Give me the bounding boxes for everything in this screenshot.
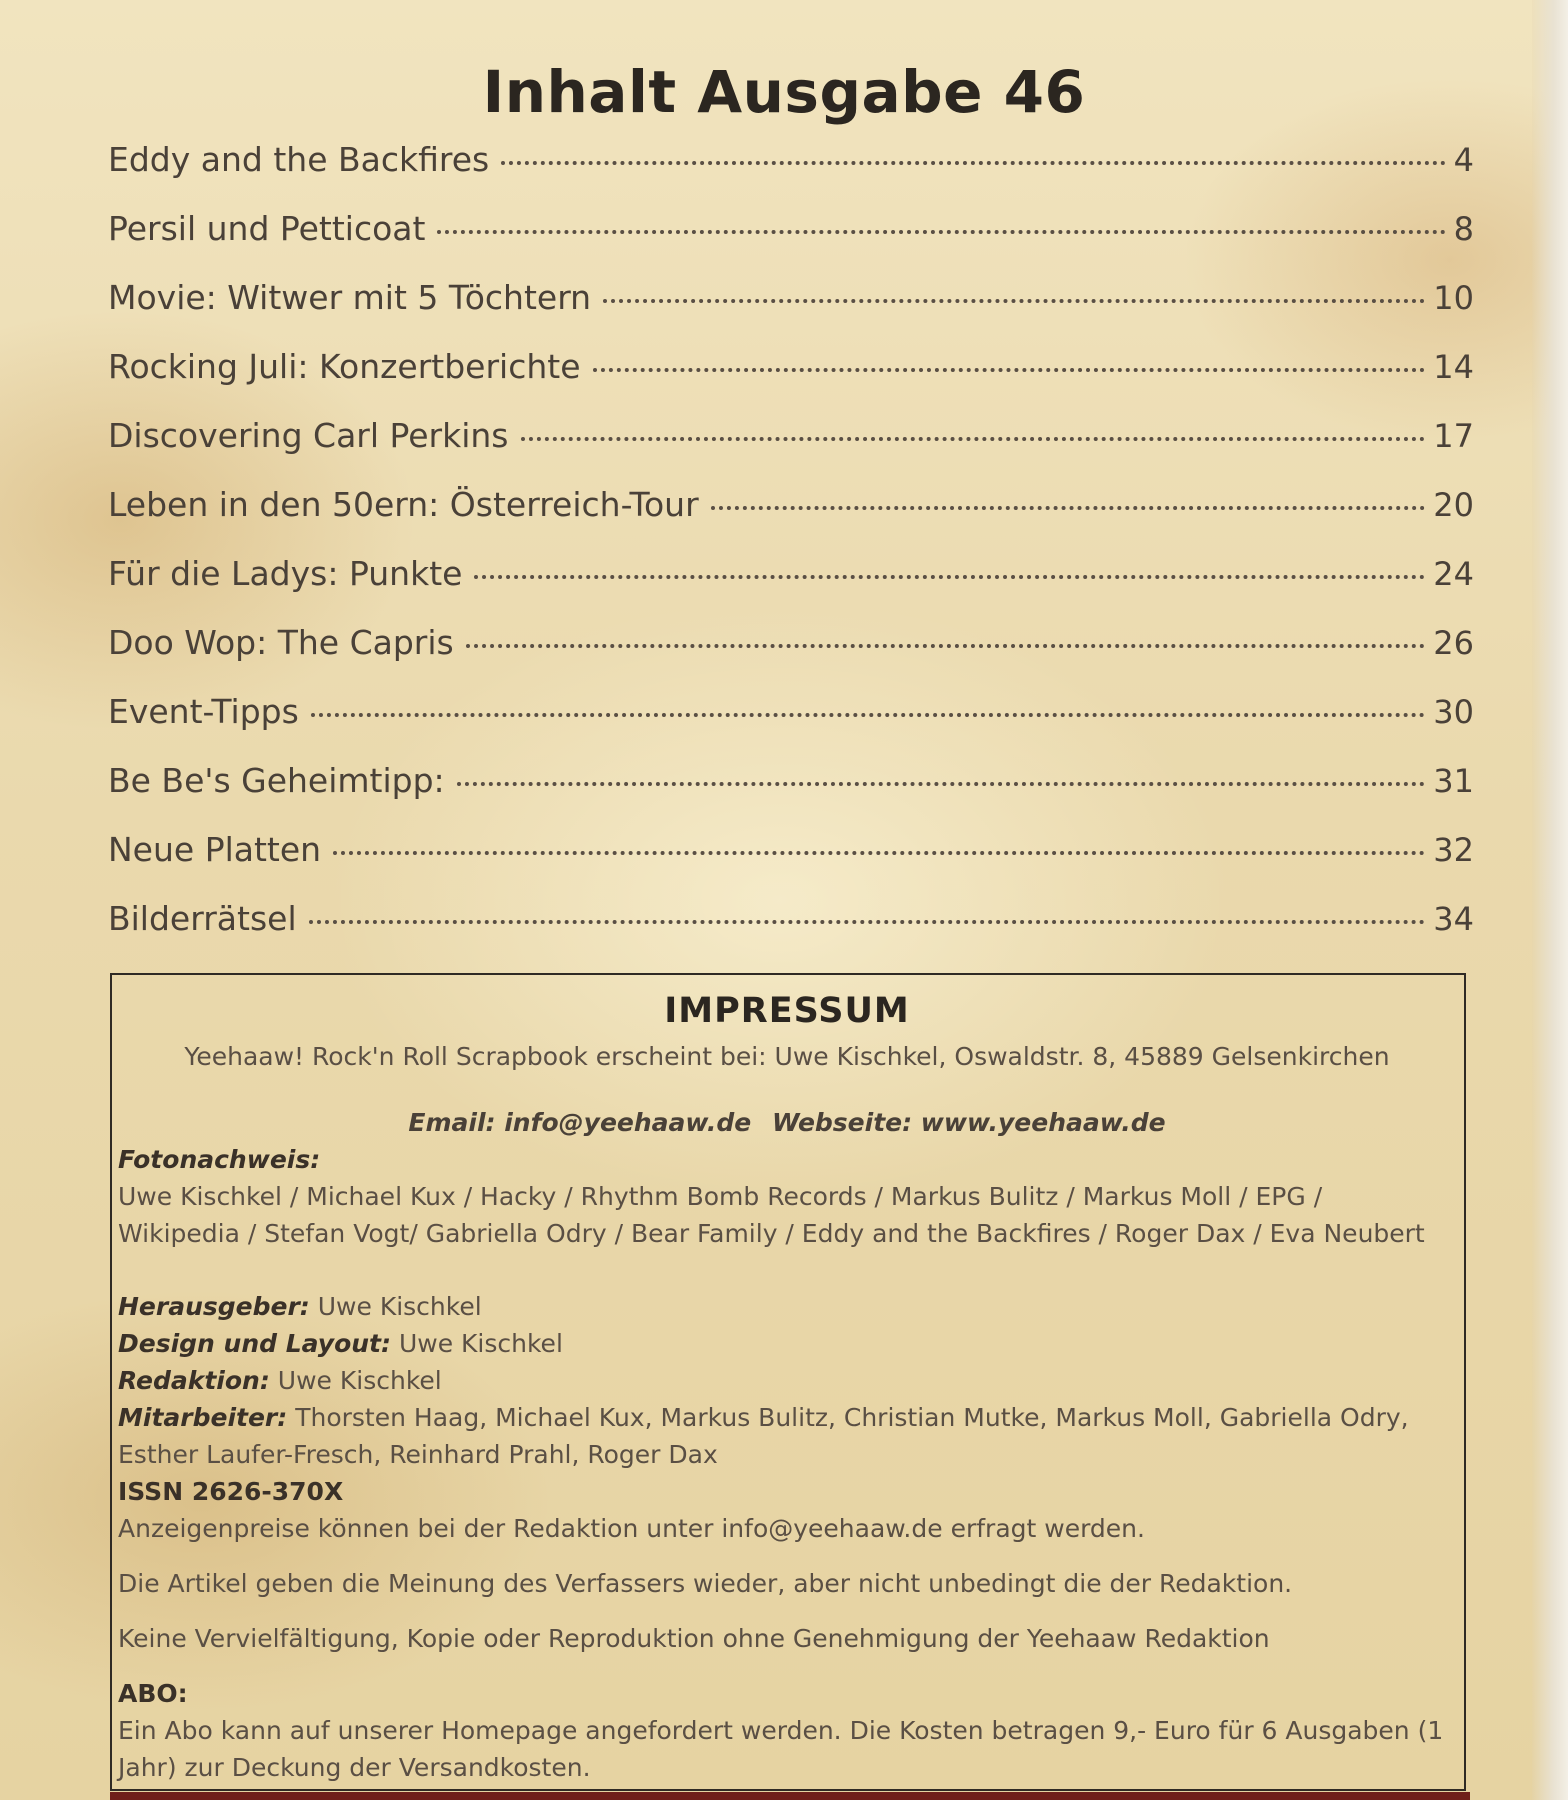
toc-entry[interactable] [108,278,1474,347]
photo-credits-label: Fotonachweis: [118,1145,321,1174]
toc-entry-page: 17 [1433,417,1474,455]
toc-entry-page: 34 [1433,900,1474,938]
toc-leader-dots [711,506,1426,510]
toc-leader-dots [457,782,1426,786]
toc-entry-page: 31 [1433,762,1474,800]
publisher-label: Herausgeber: [118,1292,310,1321]
page-title: Inhalt Ausgabe 46 [482,58,1086,126]
toc-entry-page: 26 [1433,624,1474,662]
toc-entry[interactable] [108,761,1474,830]
ad-prices-note: Anzeigenpreise können bei der Redaktion unter info@yeehaaw.de erfragt werden. [118,1514,1145,1543]
toc-entry-title: Be Be's Geheimtipp: [108,761,445,800]
toc-leader-dots [501,161,1445,165]
publisher-credit [118,1288,1456,1325]
design-credit [118,1325,1456,1362]
bottom-border [110,1792,1470,1800]
publisher-value: Uwe Kischkel [309,1292,482,1321]
website-link[interactable]: Webseite: www.yeehaaw.de [771,1108,1166,1137]
editorial-credit [118,1362,1456,1399]
editorial-value: Uwe Kischkel [269,1366,442,1395]
design-label: Design und Layout: [118,1329,391,1358]
toc-entry-title: Event-Tipps [108,692,299,731]
toc-leader-dots [437,230,1445,234]
toc-entry-title: Neue Platten [108,830,322,869]
toc-entry-page: 32 [1433,831,1474,869]
toc-entry-page: 20 [1433,486,1474,524]
contact-line [118,1105,1456,1141]
toc-leader-dots [593,368,1426,372]
contributors-label: Mitarbeiter: [118,1403,288,1432]
credits-block [118,1288,1456,1547]
toc-entry[interactable] [108,416,1474,485]
design-value: Uwe Kischkel [391,1329,563,1358]
toc-entry-title: Eddy and the Backfires [108,140,490,179]
issn: ISSN 2626-370X [118,1477,344,1506]
opinion-note: Die Artikel geben die Meinung des Verfassers wieder, aber nicht unbedingt die der Redaktion. [118,1569,1293,1598]
toc-entry-page: 14 [1433,348,1474,386]
toc-entry-page: 4 [1453,141,1474,179]
toc-entry-page: 10 [1433,279,1474,317]
toc-entry[interactable] [108,554,1474,623]
toc-entry-title: Leben in den 50ern: Österreich-Tour [108,485,699,524]
toc-leader-dots [311,713,1425,717]
toc-leader-dots [521,437,1426,441]
toc-leader-dots [603,299,1425,303]
toc-entry-page: 8 [1453,210,1474,248]
email-link[interactable]: Email: info@yeehaaw.de [408,1108,752,1137]
toc-leader-dots [309,920,1426,924]
subscription-block [118,1675,1456,1786]
toc-leader-dots [474,575,1425,579]
toc-entry[interactable] [108,623,1474,692]
toc-entry-title: Persil und Petticoat [108,209,426,248]
contributors-credit [118,1399,1456,1473]
toc-entry-page: 30 [1433,693,1474,731]
publisher-line: Yeehaaw! Rock'n Roll Scrapbook erscheint bei: Uwe Kischkel, Oswaldstr. 8, 45889 Gelsenkirchen [184,1042,1390,1071]
toc-entry[interactable] [108,347,1474,416]
toc-entry[interactable] [108,209,1474,278]
copyright-note: Keine Vervielfältigung, Kopie oder Reproduktion ohne Genehmigung der Yeehaaw Redaktion [118,1624,1270,1653]
photo-credits [118,1141,1456,1252]
toc-entry-title: Für die Ladys: Punkte [108,554,463,593]
toc-entry-title: Doo Wop: The Capris [108,623,454,662]
subscription-text: Ein Abo kann auf unserer Homepage angefordert werden. Die Kosten betragen 9,- Euro für 6 Ausgaben (1 Jahr) zur Deckung der Versandkosten. [118,1716,1444,1782]
contributors-value: Thorsten Haag, Michael Kux, Markus Bulitz, Christian Mutke, Markus Moll, Gabriella Odry, Esther Laufer-Fresch, Reinhard Prahl, Roger Dax [118,1403,1409,1469]
toc-entry-title: Discovering Carl Perkins [108,416,509,455]
photo-credits-line: Uwe Kischkel / Michael Kux / Hacky / Rhythm Bomb Records / Markus Bulitz / Markus Moll / EPG / [118,1182,1323,1211]
impressum-title: IMPRESSUM [664,991,910,1031]
editorial-label: Redaktion: [118,1366,270,1395]
toc-entry-title: Bilderrätsel [108,899,297,938]
toc-entry[interactable] [108,692,1474,761]
table-of-contents [108,140,1474,968]
photo-credits-line: Wikipedia / Stefan Vogt/ Gabriella Odry / Bear Family / Eddy and the Backfires / Roger Dax / Eva Neubert [118,1219,1425,1248]
toc-entry-title: Movie: Witwer mit 5 Töchtern [108,278,592,317]
toc-entry[interactable] [108,830,1474,899]
page-edge [1532,0,1568,1800]
toc-entry-title: Rocking Juli: Konzertberichte [108,347,581,386]
toc-entry[interactable] [108,485,1474,554]
toc-entry[interactable] [108,899,1474,968]
toc-entry-page: 24 [1433,555,1474,593]
toc-leader-dots [333,851,1425,855]
toc-entry[interactable] [108,140,1474,209]
impressum-box [110,973,1466,1791]
subscription-label: ABO: [118,1679,188,1708]
toc-leader-dots [466,644,1426,648]
